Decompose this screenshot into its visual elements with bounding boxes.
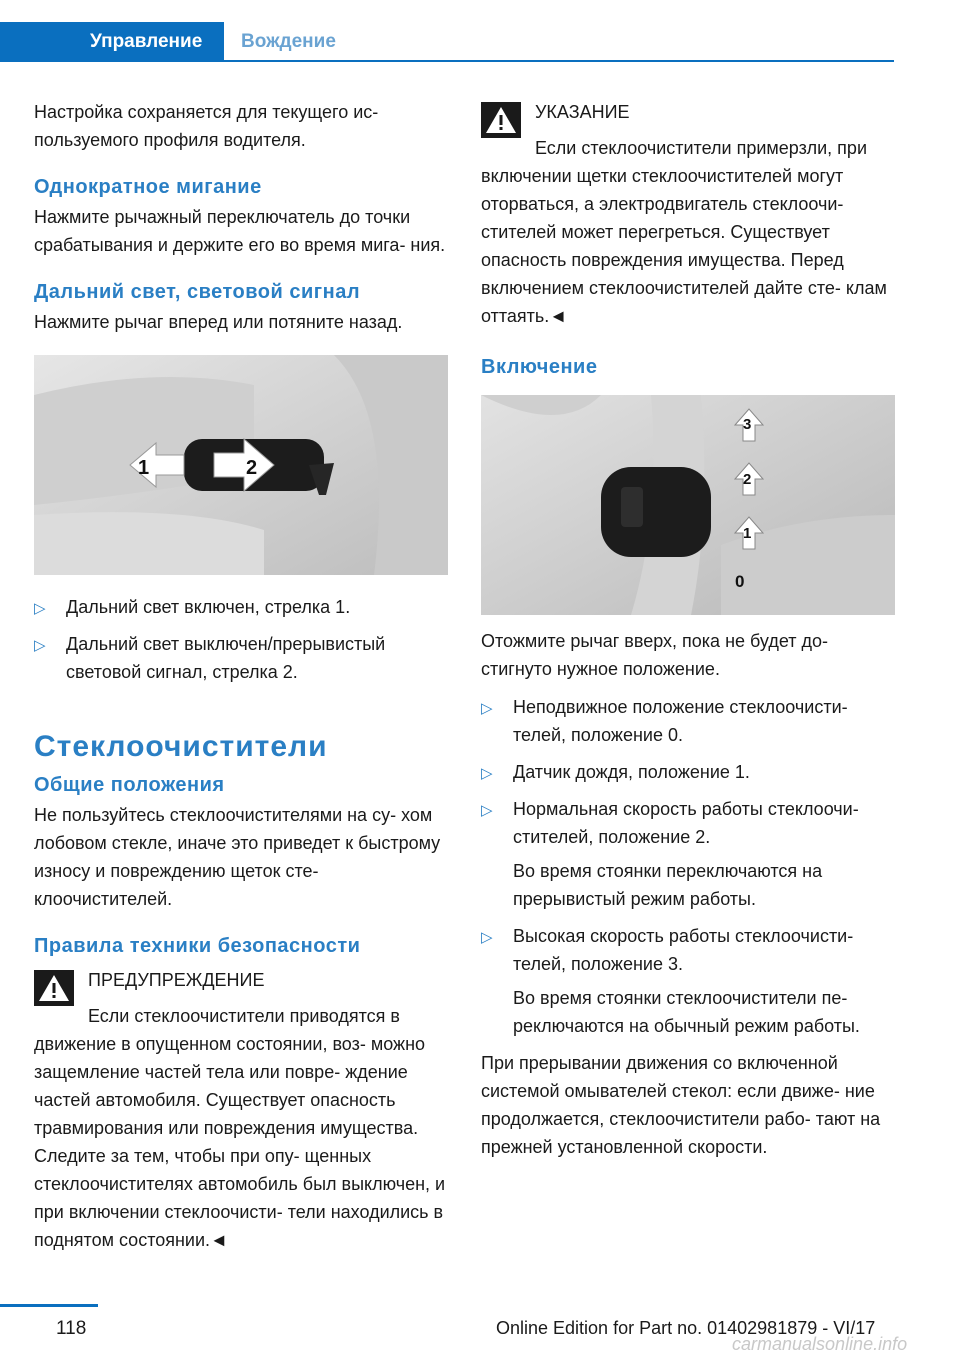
lever-photo — [34, 355, 448, 575]
bullet-triangle-icon: ▷ — [34, 637, 46, 654]
highbeam-text: Нажмите рычаг вперед или потяните назад. — [34, 312, 403, 332]
edition-text: Online Edition for Part no. 01402981879 - VI/17 — [496, 1318, 876, 1338]
left-column — [34, 98, 448, 1254]
warning-block — [34, 966, 448, 1006]
bullet-triangle-icon: ▷ — [34, 600, 46, 617]
footer-rule — [0, 1304, 98, 1307]
warning-icon — [34, 970, 74, 1006]
position-label-1: 1 — [743, 525, 752, 542]
note-text: Если стеклоочистители примерзли, при включении щетки стеклоочистителей могут оторваться, а электродвигатель стеклоочи‐ стителей может перегреться. Существует опасность повреждения имущества. Перед включением стеклоочистителей дайте сте‐ клам оттаять.◄ — [481, 138, 887, 326]
note-block — [481, 98, 895, 138]
bullet-triangle-icon: ▷ — [481, 929, 493, 946]
general-heading: Общие положения — [34, 774, 225, 796]
wipers-heading: Стеклоочистители — [34, 730, 328, 763]
list-item: ▷ Дальний свет выключен/прерывистый световой сигнал, стрелка 2. — [34, 634, 386, 682]
item-note: Во время стоянки переключаются на прерывистый режим работы. — [513, 861, 823, 909]
list-item: ▷ Высокая скорость работы стеклоочисти‐ телей, положение 3. Во время стоянки стеклоочистители пе‐ реключаются на обычный режим работы. — [481, 922, 895, 1040]
position-label-0: 0 — [735, 572, 745, 591]
push-text: Отожмите рычаг вверх, пока не будет до‐ стигнуто нужное положение. — [481, 631, 829, 679]
on-heading: Включение — [481, 356, 598, 378]
intro-text: Настройка сохраняется для текущего ис‐ пользуемого профиля водителя. — [34, 102, 379, 150]
arrow-label-1: 1 — [138, 457, 150, 479]
bullet-triangle-icon: ▷ — [481, 765, 493, 782]
list-item: ▷ Датчик дождя, положение 1. — [481, 758, 895, 786]
position-label-2: 2 — [743, 471, 752, 488]
list-item: ▷ Дальний свет включен, стрелка 1. — [34, 593, 448, 621]
highbeam-heading: Дальний свет, световой сигнал — [34, 281, 361, 303]
safety-heading: Правила техники безопасности — [34, 935, 361, 957]
tab-control[interactable]: Управление — [0, 22, 224, 62]
wiper-positions-list — [481, 693, 895, 1040]
right-column — [481, 98, 895, 1161]
warning-label: ПРЕДУПРЕЖДЕНИЕ — [88, 970, 265, 990]
list-item: ▷ Нормальная скорость работы стеклоочи‐ стителей, положение 2. Во время стоянки переключаются на прерывистый режим работы. — [481, 795, 895, 913]
caution-icon — [481, 102, 521, 138]
tab-driving[interactable]: Вождение — [241, 31, 336, 52]
flash-text: Нажмите рычажный переключатель до точки срабатывания и держите его во время мига‐ ния. — [34, 207, 446, 255]
flash-heading: Однократное мигание — [34, 176, 262, 198]
position-label-3: 3 — [743, 416, 752, 433]
warning-text: Если стеклоочистители приводятся в движение в опущенном состоянии, воз‐ можно защемление частей тела или повре‐ ждение частей автомобиля. Существует опасность травмирования или повреждения имущества. Следите за тем, чтобы при опу‐ щенных стеклоочистителях автомобиль был выключен, и при включении стеклоочисти‐ тели находились в поднятом состоянии.◄ — [34, 1006, 446, 1250]
header-tabs — [0, 22, 336, 62]
watermark: carmanualsonline.info — [732, 1334, 908, 1354]
header-rule — [0, 60, 894, 62]
bullet-triangle-icon: ▷ — [481, 700, 493, 717]
arrow-label-2: 2 — [246, 457, 258, 479]
list-item: ▷ Неподвижное положение стеклоочисти‐ телей, положение 0. — [481, 697, 848, 745]
wiper-lever-photo — [481, 395, 895, 615]
final-text: При прерывании движения со включенной системой омывателей стекол: если движе‐ ние продолжается, стеклоочистители рабо‐ тают на прежней установленной скорости. — [481, 1053, 881, 1157]
highbeam-list — [34, 593, 448, 686]
item-note: Во время стоянки стеклоочистители пе‐ реключаются на обычный режим работы. — [513, 988, 860, 1036]
note-label: УКАЗАНИЕ — [535, 102, 630, 122]
page-number: 118 — [56, 1318, 87, 1339]
general-text: Не пользуйтесь стеклоочистителями на су‐ хом лобовом стекле, иначе это приведет к быстрому износу и повреждению щеток сте‐ клоочистителей. — [34, 805, 441, 909]
bullet-triangle-icon: ▷ — [481, 802, 493, 819]
